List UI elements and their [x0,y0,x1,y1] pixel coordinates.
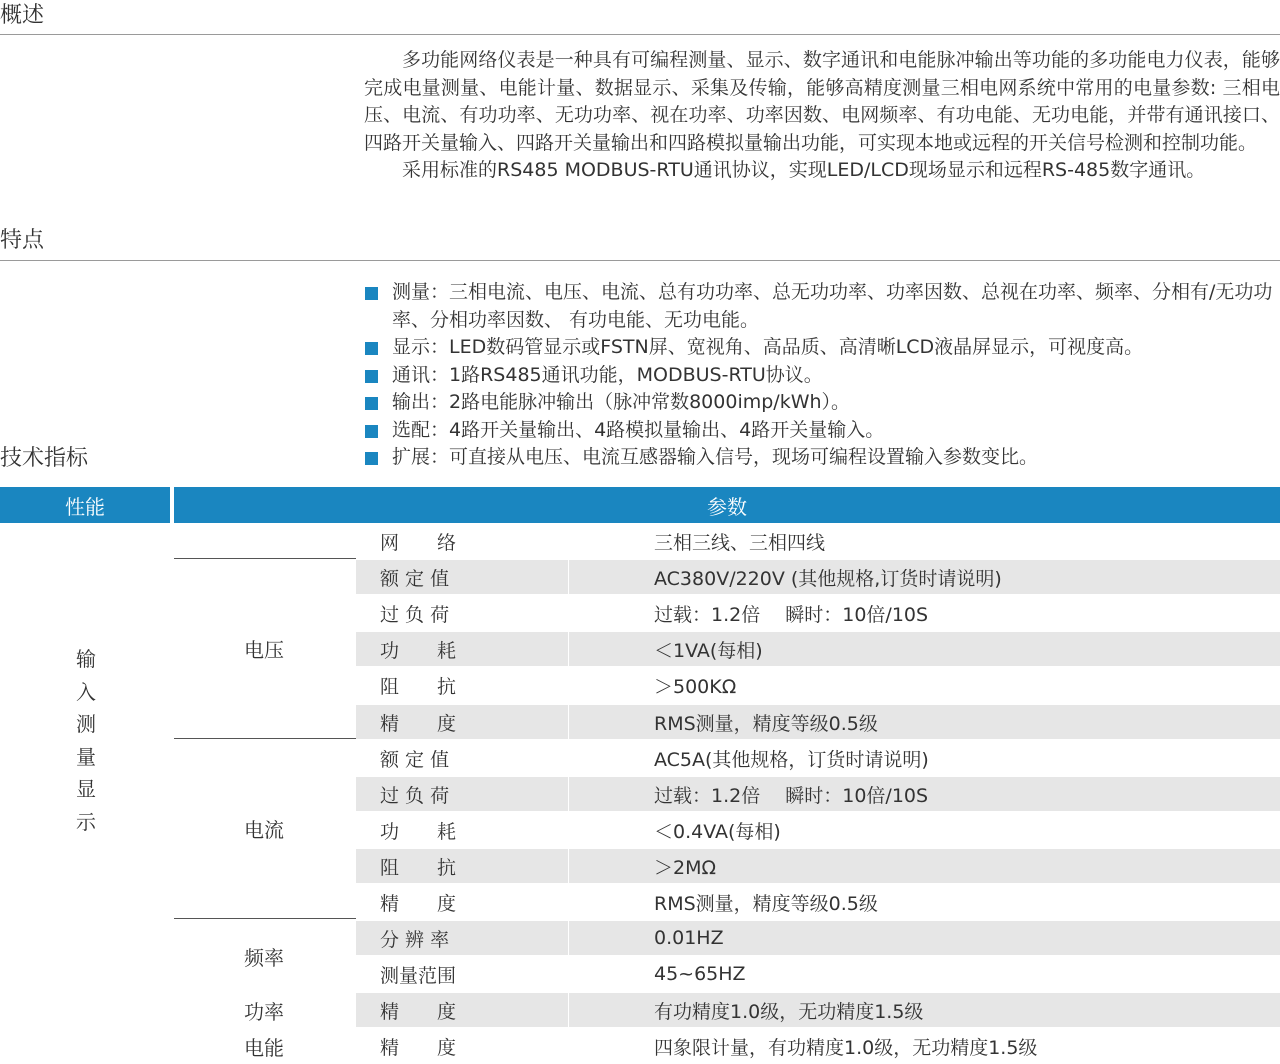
param-name: 精 度 [380,892,457,915]
bullet-square-icon [365,287,378,300]
column-divider [568,993,569,1027]
param-value: 有功精度1.0级，无功精度1.5级 [654,1000,924,1023]
column-divider [568,705,569,739]
features-list [364,279,1280,472]
group-divider [174,918,356,919]
feature-item [364,334,1280,362]
param-value: 过载：1.2倍 瞬时：10倍/10S [654,784,929,807]
param-value: 0.01HZ [654,927,724,949]
group-label-voltage: 电压 [244,638,284,662]
feature-text: 选配：4路开关量输出、4路模拟量输出、4路开关量输入。 [392,418,885,441]
table-header-performance: 性能 [0,487,170,523]
bullet-square-icon [365,425,378,438]
divider [0,34,1280,35]
param-name: 额 定 值 [380,567,450,590]
bullet-square-icon [365,370,378,383]
section-title-specs: 技术指标 [0,446,89,471]
param-name: 测量范围 [380,964,457,987]
group-divider [174,738,356,739]
feature-text: 输出：2路电能脉冲输出（脉冲常数8000imp/kWh）。 [392,391,851,413]
feature-text: 测量：三相电流、电压、电流、总有功功率、总无功功率、功率因数、总视在功率、频率、分相有/无功功率、分相功率因数、 有功电能、无功电能。 [392,281,1273,331]
param-name: 阻 抗 [380,856,457,879]
divider [0,260,1280,261]
group-label-power: 功率 [244,999,284,1024]
bullet-square-icon [365,397,378,410]
param-name: 功 耗 [380,820,457,843]
param-name: 阻 抗 [380,675,457,698]
param-value: ＜1VA(每相) [654,639,763,662]
param-value: ＜0.4VA(每相) [654,820,781,843]
param-name: 额 定 值 [380,748,450,771]
param-value: 三相三线、三相四线 [654,531,826,554]
param-name: 过 负 荷 [380,603,450,626]
param-value: RMS测量，精度等级0.5级 [654,712,878,735]
param-value: 45~65HZ [654,963,746,985]
performance-char: 入 [76,679,96,704]
param-value: RMS测量，精度等级0.5级 [654,892,878,915]
column-divider [568,921,569,955]
performance-char: 示 [76,809,96,834]
param-value: AC380V/220V (其他规格,订货时请说明) [654,567,1002,590]
performance-char: 输 [76,647,96,671]
feature-text: 显示：LED数码管显示或FSTN屏、宽视角、高品质、高清晰LCD液晶屏显示，可视度高。 [392,336,1144,358]
overview-text [364,47,1280,185]
param-value: 过载：1.2倍 瞬时：10倍/10S [654,603,929,626]
bullet-square-icon [365,452,378,465]
param-name: 功 耗 [380,639,457,662]
feature-item [364,389,1280,417]
group-divider [174,558,356,559]
table-header-parameters: 参数 [174,487,1280,523]
group-label-current: 电流 [244,818,284,842]
param-value: ＞500KΩ [654,675,737,698]
feature-text: 通讯：1路RS485通讯功能，MODBUS-RTU协议。 [392,363,823,386]
performance-char: 测 [76,712,96,736]
column-divider [568,777,569,811]
param-value: 四象限计量，有功精度1.0级，无功精度1.5级 [654,1036,1038,1059]
column-divider [568,849,569,883]
section-title-overview: 概述 [0,3,45,28]
bullet-square-icon [365,342,378,355]
overview-paragraph: 多功能网络仪表是一种具有可编程测量、显示、数字通讯和电能脉冲输出等功能的多功能电力仪表，能够完成电量测量、电能计量、数据显示、采集及传输，能够高精度测量三相电网系统中常用的电量参数: 三相电压、电流、有功功率、无功功率、视在功率、功率因数、电网频率、有功电能、无功电能，并带有通讯接口、四路开关量输入、四路开关量输出和四路模拟量输出功能，可实现本地或远程的开关信号检测和控制功能。 [364,49,1280,154]
param-value: ＞2MΩ [654,856,717,879]
feature-text: 扩展：可直接从电压、电流互感器输入信号，现场可编程设置输入参数变比。 [392,446,1039,468]
feature-item [364,362,1280,390]
overview-paragraph: 采用标准的RS485 MODBUS-RTU通讯协议，实现LED/LCD现场显示和远程RS-485数字通讯。 [402,159,1206,181]
group-label-energy: 电能 [244,1035,284,1060]
param-name: 网 络 [380,531,457,554]
performance-category [0,643,172,838]
param-name: 分 辨 率 [380,928,450,951]
param-name: 过 负 荷 [380,784,450,807]
param-name: 精 度 [380,1000,457,1023]
feature-item [364,279,1280,334]
param-name: 精 度 [380,712,457,735]
column-divider [568,632,569,666]
group-label-frequency: 频率 [244,945,284,970]
section-title-features: 特点 [0,228,45,253]
param-name: 精 度 [380,1036,457,1059]
feature-item [364,417,1280,445]
performance-char: 显 [76,777,96,801]
column-divider [568,560,569,594]
param-value: AC5A(其他规格，订货时请说明) [654,748,929,771]
performance-char: 量 [76,744,96,769]
feature-item [364,444,1280,472]
